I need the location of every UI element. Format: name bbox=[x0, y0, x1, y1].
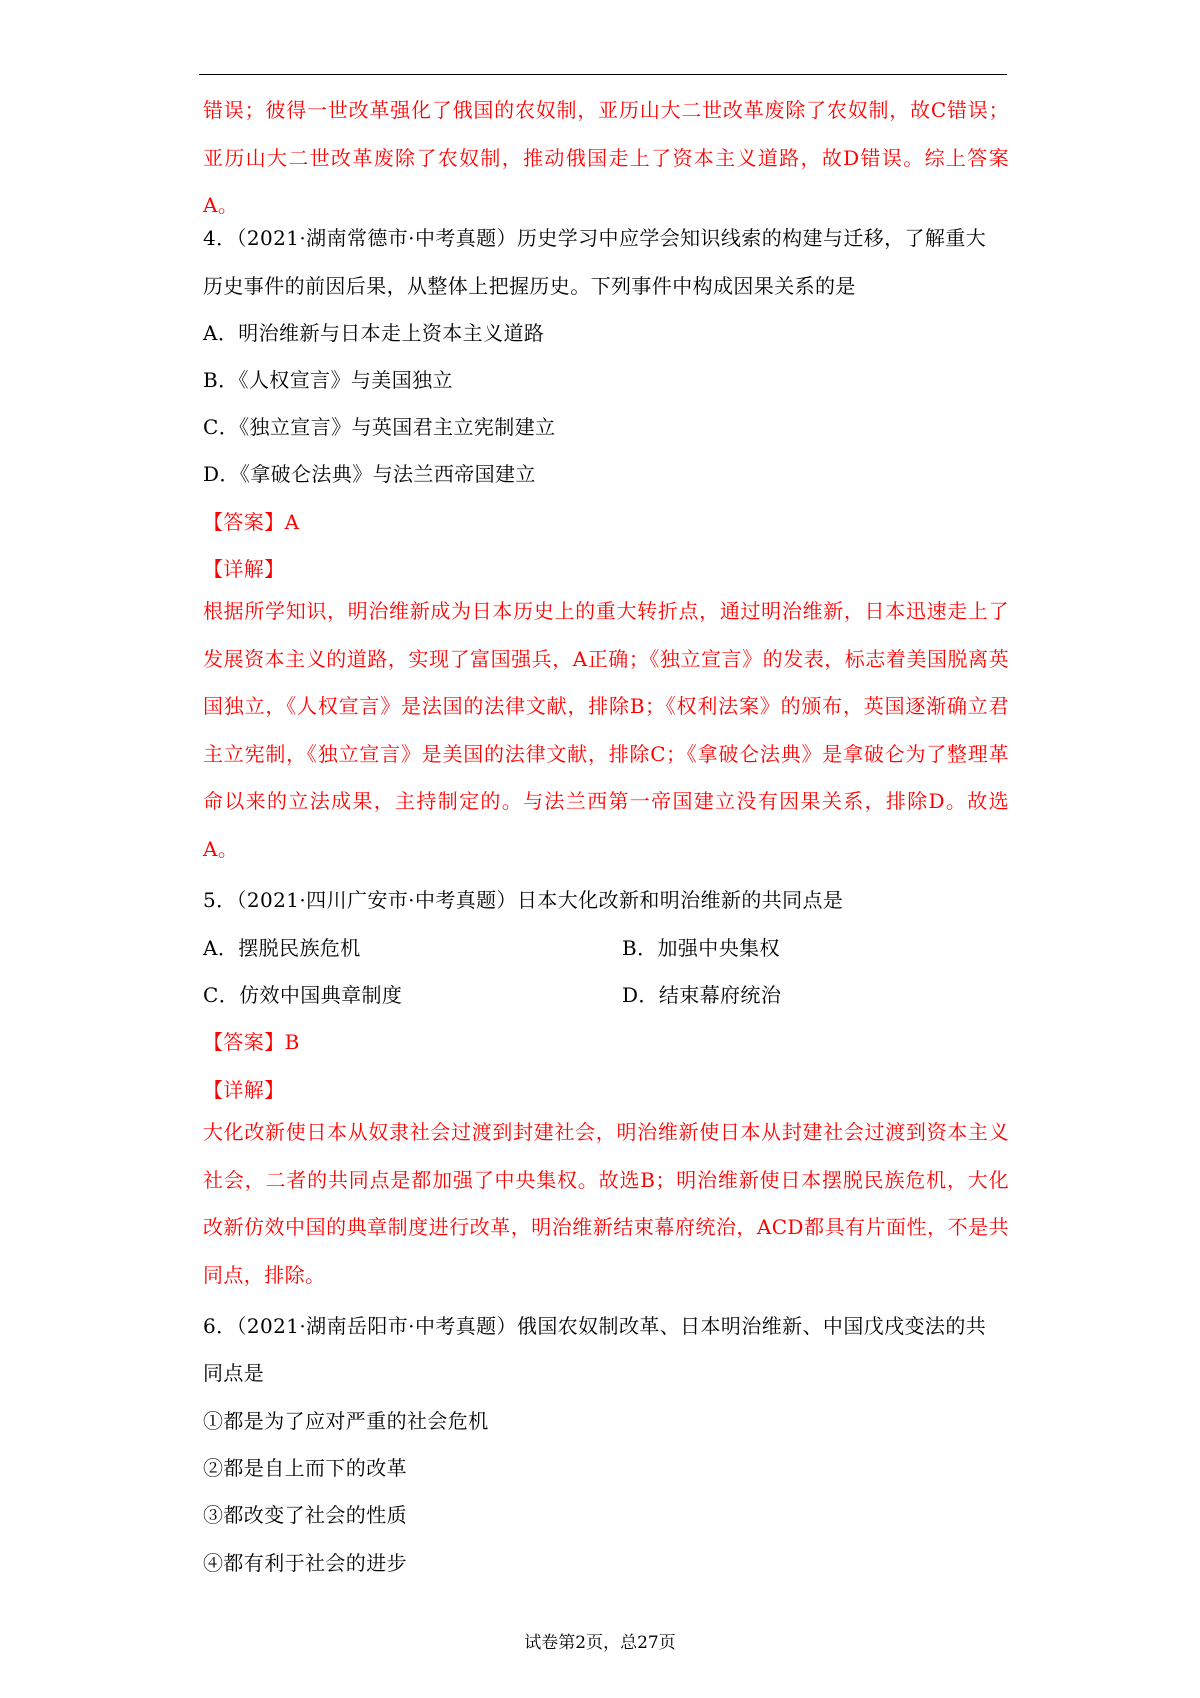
q5-option-b: B．加强中央集权 bbox=[622, 936, 780, 960]
q4-option-c: C．《独立宣言》与英国君主立宪制建立 bbox=[203, 415, 556, 439]
q5-detail-label: 【详解】 bbox=[203, 1078, 285, 1102]
q5-stem: 5．（2021·四川广安市·中考真题）日本大化改新和明治维新的共同点是 bbox=[203, 888, 844, 912]
header-rule bbox=[199, 74, 1007, 75]
q6-stem-line2: 同点是 bbox=[203, 1361, 265, 1385]
q6-item-3: ③都改变了社会的性质 bbox=[203, 1503, 407, 1527]
q6-item-1: ①都是为了应对严重的社会危机 bbox=[203, 1409, 489, 1433]
q5-detail: 大化改新使日本从奴隶社会过渡到封建社会，明治维新使日本从封建社会过渡到资本主义社会，二者的共同点是都加强了中央集权。故选B；明治维新使日本摆脱民族危机，大化改新仿效中国的典章制度进行改革，明治维新结束幕府统治，ACD都具有片面性，不是共同点，排除。 bbox=[203, 1120, 1009, 1287]
q6-stem-line1: 6．（2021·湖南岳阳市·中考真题）俄国农奴制改革、日本明治维新、中国戊戌变法的共 bbox=[203, 1314, 987, 1338]
q4-option-b: B．《人权宣言》与美国独立 bbox=[203, 368, 453, 392]
q4-stem-line1: 4．（2021·湖南常德市·中考真题）历史学习中应学会知识线索的构建与迁移，了解重大 bbox=[203, 226, 987, 250]
q4-option-a: A．明治维新与日本走上资本主义道路 bbox=[203, 321, 545, 345]
q6-item-2: ②都是自上而下的改革 bbox=[203, 1456, 407, 1480]
q3-explanation-continued: 错误；彼得一世改革强化了俄国的农奴制，亚历山大二世改革废除了农奴制，故C错误；亚历山大二世改革废除了农奴制，推动俄国走上了资本主义道路，故D错误。综上答案A。 bbox=[203, 98, 1009, 217]
q5-option-d: D．结束幕府统治 bbox=[622, 983, 782, 1007]
q5-option-a: A．摆脱民族危机 bbox=[203, 936, 361, 960]
q4-stem-line2: 历史事件的前因后果，从整体上把握历史。下列事件中构成因果关系的是 bbox=[203, 274, 856, 298]
q4-detail: 根据所学知识，明治维新成为日本历史上的重大转折点，通过明治维新，日本迅速走上了发展资本主义的道路，实现了富国强兵，A正确；《独立宣言》的发表，标志着美国脱离英国独立，《人权宣言》是法国的法律文献，排除B；《权利法案》的颁布，英国逐渐确立君主立宪制，《独立宣言》是美国的法律文献，排除C；《拿破仑法典》是拿破仑为了整理革命以来的立法成果，主持制定的。与法兰西第一帝国建立没有因果关系，排除D。故选A。 bbox=[203, 599, 1010, 861]
q4-option-d: D．《拿破仑法典》与法兰西帝国建立 bbox=[203, 462, 536, 486]
page-footer: 试卷第2页，总27页 bbox=[524, 1633, 676, 1653]
q5-option-c: C．仿效中国典章制度 bbox=[203, 983, 403, 1007]
q5-answer: 【答案】B bbox=[203, 1030, 300, 1054]
q4-answer: 【答案】A bbox=[203, 510, 300, 534]
q6-item-4: ④都有利于社会的进步 bbox=[203, 1551, 407, 1575]
q4-detail-label: 【详解】 bbox=[203, 557, 285, 581]
